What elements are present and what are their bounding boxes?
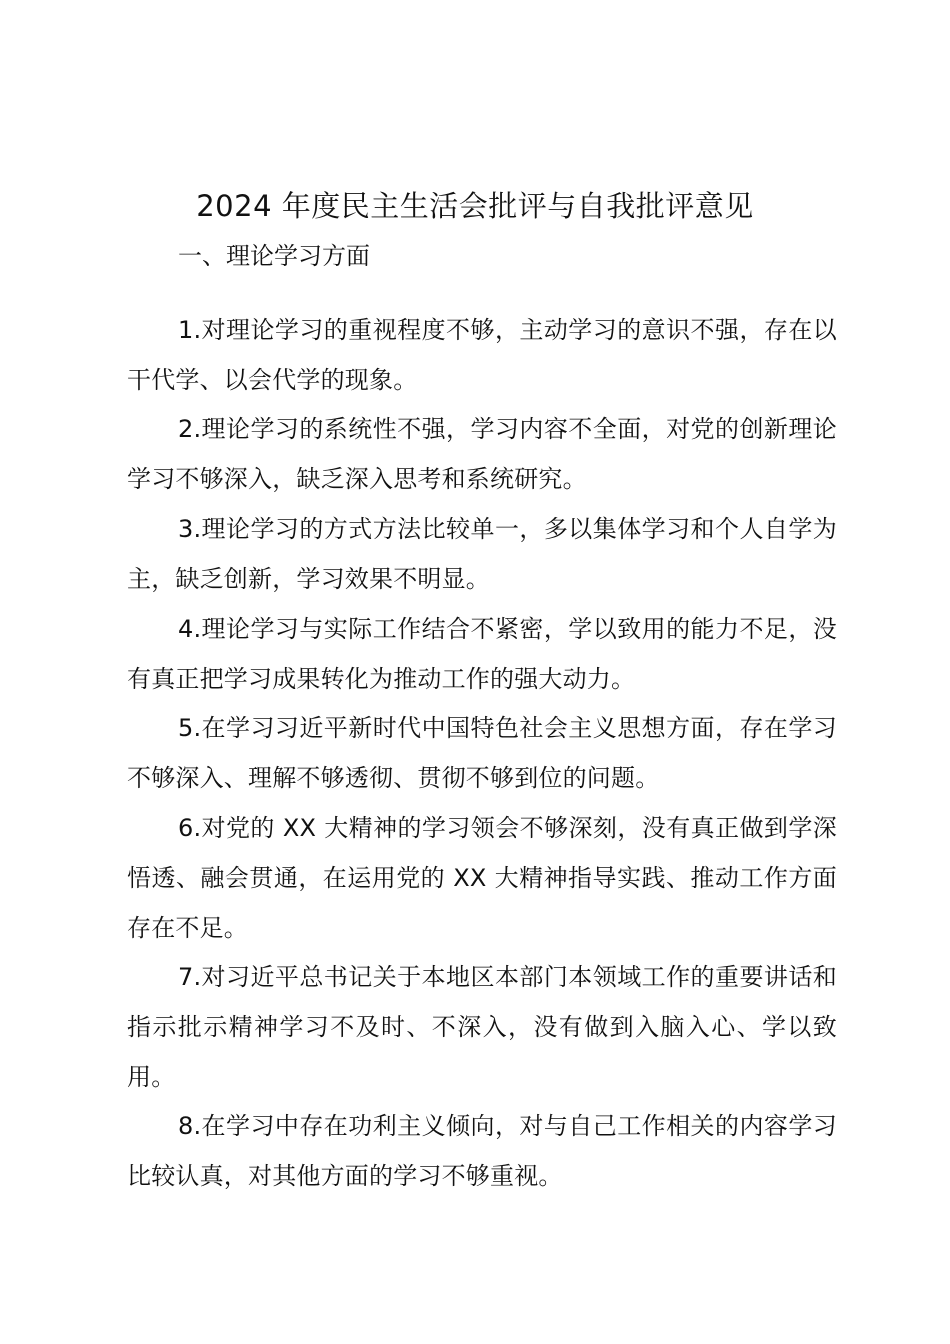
paragraph-5: 5.在学习习近平新时代中国特色社会主义思想方面，存在学习不够深入、理解不够透彻、贯彻不够到位的问题。 — [127, 714, 837, 792]
paragraph-7: 7.对习近平总书记关于本地区本部门本领域工作的重要讲话和指示批示精神学习不及时、不深入，没有做到入脑入心、学以致用。 — [127, 963, 837, 1091]
document-title: 2024 年度民主生活会批评与自我批评意见 — [196, 189, 754, 223]
paragraph-3: 3.理论学习的方式方法比较单一，多以集体学习和个人自学为主，缺乏创新，学习效果不明显。 — [127, 515, 837, 593]
paragraph-8: 8.在学习中存在功利主义倾向，对与自己工作相关的内容学习比较认真，对其他方面的学习不够重视。 — [127, 1112, 837, 1190]
paragraph-2: 2.理论学习的系统性不强，学习内容不全面，对党的创新理论学习不够深入，缺乏深入思考和系统研究。 — [127, 415, 837, 493]
section-heading: 一、理论学习方面 — [178, 242, 370, 270]
paragraph-4: 4.理论学习与实际工作结合不紧密，学以致用的能力不足，没有真正把学习成果转化为推动工作的强大动力。 — [127, 615, 837, 693]
paragraph-6: 6.对党的 XX 大精神的学习领会不够深刻，没有真正做到学深悟透、融会贯通，在运用党的 XX 大精神指导实践、推动工作方面存在不足。 — [127, 814, 837, 942]
paragraph-1: 1.对理论学习的重视程度不够，主动学习的意识不强，存在以干代学、以会代学的现象。 — [127, 316, 837, 394]
